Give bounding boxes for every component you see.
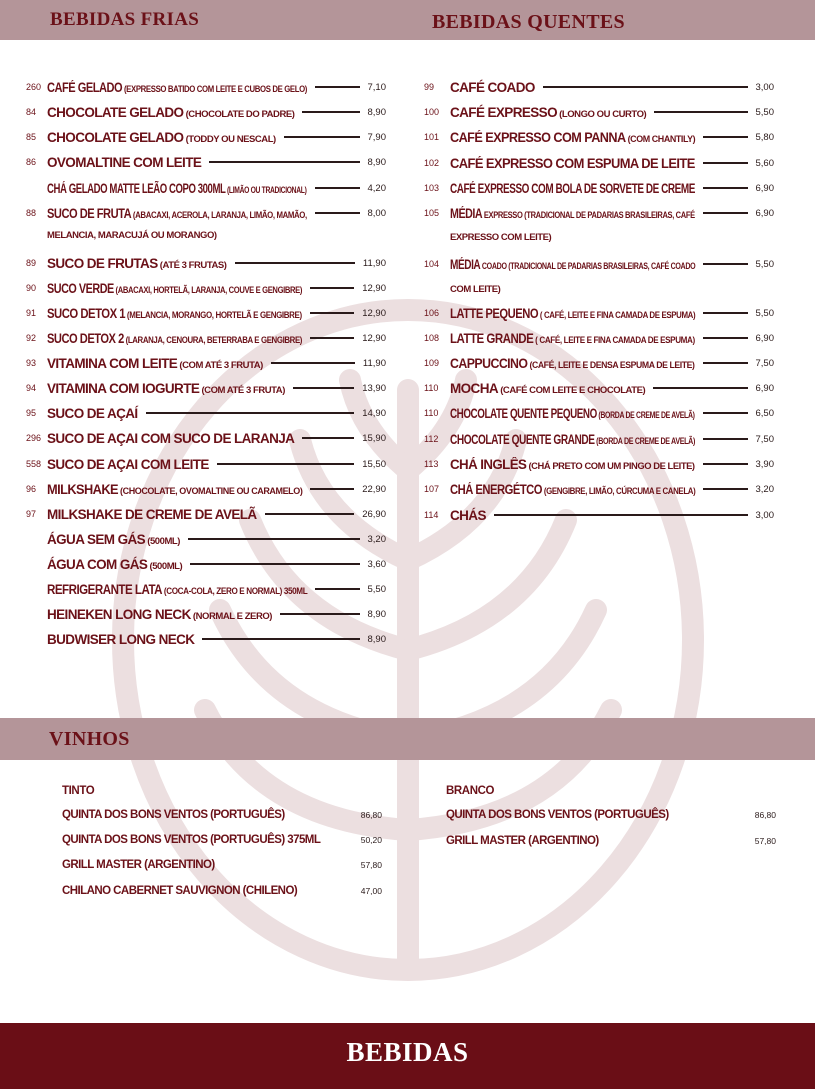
leader-line bbox=[310, 287, 354, 289]
footer-band bbox=[0, 1023, 815, 1089]
item-price: 15,50 bbox=[362, 458, 386, 470]
leader-line bbox=[302, 111, 359, 113]
item-name-group bbox=[450, 356, 695, 371]
menu-item-row bbox=[424, 154, 774, 172]
wine-name: QUINTA DOS BONS VENTOS (PORTUGUÊS) bbox=[446, 809, 669, 821]
item-price: 5,60 bbox=[755, 157, 774, 169]
item-name: VITAMINA COM IOGURTE bbox=[47, 380, 200, 396]
wine-price: 47,00 bbox=[360, 886, 382, 896]
leader-line bbox=[315, 588, 359, 590]
leader-line bbox=[494, 514, 748, 516]
item-price: 11,90 bbox=[362, 257, 386, 269]
item-name-group bbox=[47, 356, 263, 371]
item-price: 7,10 bbox=[367, 81, 386, 93]
item-code: 102 bbox=[424, 158, 440, 168]
item-name: CHÁ ENERGÉTCO bbox=[450, 481, 543, 497]
menu-item-row bbox=[26, 505, 386, 523]
wine-price: 86,80 bbox=[360, 810, 382, 820]
menu-item-row bbox=[424, 430, 774, 448]
menu-item-row bbox=[26, 153, 386, 171]
item-description: (ATÉ 3 FRUTAS) bbox=[157, 259, 227, 271]
item-price: 3,00 bbox=[755, 81, 774, 93]
leader-line bbox=[190, 563, 359, 565]
item-code: 109 bbox=[424, 358, 440, 368]
item-price: 14,90 bbox=[362, 407, 386, 419]
item-name-group bbox=[47, 482, 302, 497]
item-name: CHOCOLATE GELADO bbox=[47, 104, 184, 120]
item-name-group bbox=[450, 432, 695, 447]
item-code: 100 bbox=[424, 107, 440, 117]
item-name: SUCO DE AÇAÍ bbox=[47, 405, 138, 421]
menu-item-row bbox=[26, 530, 386, 548]
item-price: 6,90 bbox=[755, 207, 774, 219]
item-name: CHOCOLATE GELADO bbox=[47, 129, 184, 145]
item-name: CHOCOLATE QUENTE PEQUENO bbox=[450, 405, 597, 421]
tinto-label: TINTO bbox=[62, 785, 95, 797]
item-name: SUCO DE AÇAI COM SUCO DE LARANJA bbox=[47, 430, 295, 446]
item-name: SUCO DE FRUTAS bbox=[47, 255, 158, 271]
item-name: MOCHA bbox=[450, 380, 498, 396]
wine-row bbox=[62, 831, 382, 849]
item-name: CHOCOLATE QUENTE GRANDE bbox=[450, 431, 595, 447]
item-price: 4,20 bbox=[367, 182, 386, 194]
item-code: 101 bbox=[424, 132, 440, 142]
branco-label: BRANCO bbox=[446, 785, 495, 797]
leader-line bbox=[703, 136, 747, 138]
wine-name: CHILANO CABERNET SAUVIGNON (CHILENO) bbox=[62, 885, 298, 897]
item-name: VITAMINA COM LEITE bbox=[47, 355, 178, 371]
item-name: SUCO DETOX 1 bbox=[47, 305, 126, 321]
item-name-group bbox=[450, 457, 695, 472]
item-price: 12,90 bbox=[362, 332, 386, 344]
item-name-group bbox=[47, 155, 201, 170]
item-name: LATTE PEQUENO bbox=[450, 305, 539, 321]
item-code: 91 bbox=[26, 308, 37, 318]
item-description: COADO (TRADICIONAL DE PADARIAS BRASILEIRAS, CAFÉ COADO bbox=[480, 260, 696, 272]
item-name: CAFÉ EXPRESSO COM BOLA DE SORVETE DE CREME bbox=[450, 180, 695, 196]
menu-item-row bbox=[424, 78, 774, 96]
leader-line bbox=[703, 337, 748, 339]
item-code: 110 bbox=[424, 383, 439, 393]
item-description: (500ML) bbox=[145, 535, 180, 547]
item-description: (500ML) bbox=[147, 560, 183, 572]
item-description: (BORDA DE CREME DE AVELÃ) bbox=[596, 409, 695, 421]
item-price: 3,20 bbox=[367, 533, 386, 545]
item-price: 3,60 bbox=[367, 558, 386, 570]
item-name: SUCO DE AÇAI COM LEITE bbox=[47, 456, 209, 472]
menu-item-row bbox=[424, 255, 774, 273]
item-code: 97 bbox=[26, 509, 37, 519]
item-description: (ABACAXI, ACEROLA, LARANJA, LIMÃO, MAMÃO, bbox=[131, 209, 307, 221]
item-name-group bbox=[47, 607, 272, 622]
menu-item-row bbox=[424, 506, 774, 524]
leader-line bbox=[310, 488, 354, 490]
wine-row bbox=[62, 806, 382, 824]
item-price: 7,50 bbox=[755, 357, 774, 369]
item-name: MILKSHAKE bbox=[47, 481, 118, 497]
item-price: 5,50 bbox=[755, 106, 774, 118]
item-name-group bbox=[47, 557, 182, 572]
item-name: SUCO VERDE bbox=[47, 280, 114, 296]
item-price: 8,90 bbox=[367, 608, 386, 620]
item-description: (ABACAXI, HORTELÃ, LARANJA, COUVE E GENGIBRE) bbox=[113, 284, 303, 296]
item-description: (NORMAL E ZERO) bbox=[190, 610, 273, 622]
item-description: (CHOCOLATE DO PADRE) bbox=[183, 108, 295, 120]
item-description: ( CAFÉ, LEITE E FINA CAMADA DE ESPUMA) bbox=[533, 334, 695, 346]
item-name-group bbox=[450, 130, 695, 145]
item-name: REFRIGERANTE LATA bbox=[47, 581, 163, 597]
item-code: 94 bbox=[26, 383, 37, 393]
leader-line bbox=[703, 438, 747, 440]
item-code: 107 bbox=[424, 484, 440, 494]
leader-line bbox=[703, 162, 748, 164]
leader-line bbox=[703, 263, 747, 265]
item-price: 12,90 bbox=[362, 282, 386, 294]
wine-price: 86,80 bbox=[754, 810, 776, 820]
item-price: 8,00 bbox=[367, 207, 386, 219]
item-name-group bbox=[47, 406, 138, 421]
menu-item-row bbox=[424, 329, 774, 347]
menu-item-row bbox=[424, 128, 774, 146]
menu-item-row bbox=[424, 204, 774, 222]
wine-row bbox=[62, 856, 382, 874]
wine-price: 57,80 bbox=[754, 836, 776, 846]
item-name: HEINEKEN LONG NECK bbox=[47, 606, 191, 622]
item-code: 95 bbox=[26, 408, 37, 418]
item-description-continued: COM LEITE) bbox=[450, 284, 501, 295]
leader-line bbox=[654, 111, 747, 113]
item-name-group bbox=[450, 482, 695, 497]
wine-price: 57,80 bbox=[360, 860, 382, 870]
menu-item-row bbox=[26, 304, 386, 322]
leader-line bbox=[202, 638, 359, 640]
wine-price: 50,20 bbox=[360, 835, 382, 845]
item-name: MÉDIA bbox=[450, 256, 481, 272]
item-price: 7,50 bbox=[755, 433, 774, 445]
footer-title: BEBIDAS bbox=[346, 1037, 469, 1067]
leader-line bbox=[315, 212, 360, 214]
item-price: 6,90 bbox=[755, 332, 774, 344]
item-description: ( CAFÉ, LEITE E FINA CAMADA DE ESPUMA) bbox=[538, 309, 696, 321]
leader-line bbox=[703, 463, 748, 465]
menu-item-row bbox=[424, 354, 774, 372]
leader-line bbox=[703, 312, 747, 314]
item-description: (CAFÉ, LEITE E DENSA ESPUMA DE LEITE) bbox=[527, 359, 695, 371]
item-code: 88 bbox=[26, 208, 37, 218]
item-name: CHÁ GELADO MATTE LEÃO COPO 300ML bbox=[47, 180, 226, 196]
item-code: 114 bbox=[424, 510, 439, 520]
item-name: CAFÉ GELADO bbox=[47, 79, 123, 95]
item-code: 108 bbox=[424, 333, 440, 343]
leader-line bbox=[280, 613, 359, 615]
item-description-continued: MELANCIA, MARACUJÁ OU MORANGO) bbox=[47, 230, 217, 241]
item-description: (BORDA DE CREME DE AVELÃ) bbox=[594, 435, 696, 447]
leader-line bbox=[265, 513, 355, 515]
item-name: CAFÉ EXPRESSO bbox=[450, 104, 557, 120]
wine-name: GRILL MASTER (ARGENTINO) bbox=[446, 835, 599, 847]
menu-item-row bbox=[26, 555, 386, 573]
item-price: 11,90 bbox=[362, 357, 386, 369]
item-name-group bbox=[450, 306, 695, 321]
item-code: 558 bbox=[26, 459, 42, 469]
leader-line bbox=[543, 86, 748, 88]
item-price: 6,90 bbox=[755, 382, 774, 394]
item-code: 104 bbox=[424, 259, 440, 269]
leader-line bbox=[293, 387, 354, 389]
item-name-group bbox=[47, 130, 276, 145]
menu-item-row bbox=[26, 429, 386, 447]
item-name: MÉDIA bbox=[450, 205, 483, 221]
item-name-group bbox=[47, 582, 307, 597]
item-description: (LARANJA, CENOURA, BETERRABA E GENGIBRE) bbox=[123, 334, 303, 346]
menu-item-row bbox=[26, 179, 386, 197]
item-code: 86 bbox=[26, 157, 37, 167]
item-price: 5,50 bbox=[367, 583, 386, 595]
menu-item-row bbox=[26, 354, 386, 372]
item-name-group bbox=[450, 331, 695, 346]
item-price: 6,50 bbox=[755, 407, 774, 419]
item-code: 85 bbox=[26, 132, 37, 142]
menu-item-row bbox=[26, 78, 386, 96]
wine-name: QUINTA DOS BONS VENTOS (PORTUGUÊS) 375ML bbox=[62, 834, 321, 846]
item-description: EXPRESSO (TRADICIONAL DE PADARIAS BRASILEIRAS, CAFÉ bbox=[482, 209, 695, 221]
leader-line bbox=[217, 463, 354, 465]
menu-item-row bbox=[26, 455, 386, 473]
item-price: 5,50 bbox=[755, 307, 774, 319]
item-price: 8,90 bbox=[367, 633, 386, 645]
menu-item-row bbox=[26, 329, 386, 347]
item-name-group bbox=[450, 508, 486, 523]
section-title-frias: BEBIDAS FRIAS bbox=[50, 9, 200, 30]
item-description: (COM ATÉ 3 FRUTA) bbox=[199, 384, 285, 396]
item-description: (COM CHANTILY) bbox=[625, 133, 696, 145]
item-name-group bbox=[47, 80, 307, 95]
item-name: CAPPUCCINO bbox=[450, 355, 528, 371]
leader-line bbox=[703, 187, 748, 189]
item-name-group bbox=[47, 281, 302, 296]
menu-item-row bbox=[424, 103, 774, 121]
leader-line bbox=[703, 362, 748, 364]
item-name-group bbox=[47, 381, 285, 396]
item-name: MILKSHAKE DE CREME DE AVELÃ bbox=[47, 506, 257, 522]
menu-item-row bbox=[424, 304, 774, 322]
leader-line bbox=[271, 362, 355, 364]
item-code: 296 bbox=[26, 433, 42, 443]
leader-line bbox=[653, 387, 747, 389]
item-name: CAFÉ EXPRESSO COM ESPUMA DE LEITE bbox=[450, 155, 695, 171]
wine-row bbox=[62, 882, 382, 900]
item-name-group bbox=[47, 431, 294, 446]
menu-item-row bbox=[424, 404, 774, 422]
item-name: LATTE GRANDE bbox=[450, 330, 534, 346]
item-code: 103 bbox=[424, 183, 440, 193]
item-price: 3,20 bbox=[755, 483, 774, 495]
menu-item-row bbox=[26, 279, 386, 297]
item-price: 15,90 bbox=[362, 432, 386, 444]
wine-name: GRILL MASTER (ARGENTINO) bbox=[62, 859, 215, 871]
item-price: 7,90 bbox=[367, 131, 386, 143]
item-name-group bbox=[47, 532, 180, 547]
menu-item-row bbox=[26, 630, 386, 648]
item-name-group bbox=[450, 381, 645, 396]
wine-name: QUINTA DOS BONS VENTOS (PORTUGUÊS) bbox=[62, 809, 285, 821]
item-description: (CHOCOLATE, OVOMALTINE OU CARAMELO) bbox=[117, 485, 303, 497]
item-name: CAFÉ EXPRESSO COM PANNA bbox=[450, 129, 626, 145]
item-code: 105 bbox=[424, 208, 440, 218]
item-description: (COM ATÉ 3 FRUTA) bbox=[177, 359, 263, 371]
leader-line bbox=[703, 412, 748, 414]
wine-row bbox=[446, 806, 776, 824]
leader-line bbox=[315, 86, 359, 88]
item-name-group bbox=[450, 206, 695, 221]
item-name-group bbox=[47, 181, 307, 196]
leader-line bbox=[235, 262, 355, 264]
item-code: 92 bbox=[26, 333, 37, 343]
item-name: OVOMALTINE COM LEITE bbox=[47, 154, 202, 170]
leader-line bbox=[703, 488, 747, 490]
wine-row bbox=[446, 832, 776, 850]
menu-item-row bbox=[26, 404, 386, 422]
item-name: CHÁS bbox=[450, 507, 486, 523]
menu-item-row bbox=[26, 204, 386, 222]
item-name: CAFÉ COADO bbox=[450, 79, 535, 95]
section-title-quentes: BEBIDAS QUENTES bbox=[432, 11, 625, 33]
item-name: BUDWISER LONG NECK bbox=[47, 631, 195, 647]
leader-line bbox=[284, 136, 360, 138]
item-name-group bbox=[47, 206, 307, 221]
menu-item-row bbox=[424, 379, 774, 397]
item-name-group bbox=[47, 331, 302, 346]
item-description: (LIMÃO OU TRADICIONAL) bbox=[225, 184, 307, 196]
item-name-group bbox=[47, 457, 209, 472]
item-name-group bbox=[450, 257, 695, 272]
item-name-group bbox=[450, 406, 695, 421]
item-code: 260 bbox=[26, 82, 42, 92]
item-code: 113 bbox=[424, 459, 439, 469]
menu-item-row bbox=[424, 455, 774, 473]
item-code: 93 bbox=[26, 358, 37, 368]
item-description: (EXPRESSO BATIDO COM LEITE E CUBOS DE GELO) bbox=[122, 83, 308, 95]
item-code: 90 bbox=[26, 283, 37, 293]
item-price: 8,90 bbox=[367, 106, 386, 118]
item-code: 110 bbox=[424, 408, 439, 418]
item-description: (TODDY OU NESCAL) bbox=[183, 133, 276, 145]
menu-item-row bbox=[26, 379, 386, 397]
item-name: CHÁ INGLÊS bbox=[450, 456, 527, 472]
item-description: (CHÁ PRETO COM UM PINGO DE LEITE) bbox=[526, 460, 695, 472]
item-code: 96 bbox=[26, 484, 37, 494]
item-code: 106 bbox=[424, 308, 440, 318]
menu-item-row bbox=[26, 128, 386, 146]
item-name-group bbox=[450, 181, 695, 196]
leader-line bbox=[310, 337, 354, 339]
menu-item-row bbox=[424, 480, 774, 498]
item-price: 6,90 bbox=[755, 182, 774, 194]
item-description: (MELANCIA, MORANGO, HORTELÃ E GENGIBRE) bbox=[125, 309, 302, 321]
item-price: 13,90 bbox=[362, 382, 386, 394]
section-title-vinhos: VINHOS bbox=[49, 728, 130, 750]
leader-line bbox=[209, 161, 359, 163]
item-description: (CAFÉ COM LEITE E CHOCOLATE) bbox=[498, 384, 646, 396]
item-name: ÁGUA SEM GÁS bbox=[47, 531, 146, 547]
leader-line bbox=[315, 187, 360, 189]
item-code: 89 bbox=[26, 258, 37, 268]
item-price: 5,50 bbox=[755, 258, 774, 270]
leader-line bbox=[310, 312, 355, 314]
leader-line bbox=[188, 538, 360, 540]
item-description: (COCA-COLA, ZERO E NORMAL) 350ML bbox=[162, 585, 308, 597]
item-name-group bbox=[450, 156, 695, 171]
item-price: 22,90 bbox=[362, 483, 386, 495]
item-price: 3,00 bbox=[755, 509, 774, 521]
item-price: 5,80 bbox=[755, 131, 774, 143]
item-code: 112 bbox=[424, 434, 439, 444]
item-name: ÁGUA COM GÁS bbox=[47, 556, 148, 572]
menu-item-row bbox=[424, 179, 774, 197]
item-name: SUCO DE FRUTA bbox=[47, 205, 132, 221]
item-name-group bbox=[450, 80, 535, 95]
leader-line bbox=[302, 437, 354, 439]
item-name: SUCO DETOX 2 bbox=[47, 330, 124, 346]
item-name-group bbox=[47, 256, 227, 271]
menu-item-row bbox=[26, 605, 386, 623]
item-name-group bbox=[47, 632, 194, 647]
menu-item-row bbox=[26, 580, 386, 598]
item-name-group bbox=[450, 105, 646, 120]
item-name-group bbox=[47, 306, 302, 321]
leader-line bbox=[146, 412, 355, 414]
item-price: 12,90 bbox=[362, 307, 386, 319]
item-code: 99 bbox=[424, 82, 435, 92]
menu-item-row bbox=[26, 103, 386, 121]
item-price: 26,90 bbox=[362, 508, 386, 520]
item-description-continued: EXPRESSO COM LEITE) bbox=[450, 232, 552, 243]
item-description: (GENGIBRE, LIMÃO, CÚRCUMA E CANELA) bbox=[542, 485, 696, 497]
item-description: (LONGO OU CURTO) bbox=[556, 108, 647, 120]
item-name-group bbox=[47, 105, 294, 120]
item-code: 84 bbox=[26, 107, 37, 117]
item-price: 3,90 bbox=[755, 458, 774, 470]
leader-line bbox=[703, 212, 748, 214]
menu-item-row bbox=[26, 254, 386, 272]
item-price: 8,90 bbox=[367, 156, 386, 168]
menu-item-row bbox=[26, 480, 386, 498]
item-name-group bbox=[47, 507, 257, 522]
